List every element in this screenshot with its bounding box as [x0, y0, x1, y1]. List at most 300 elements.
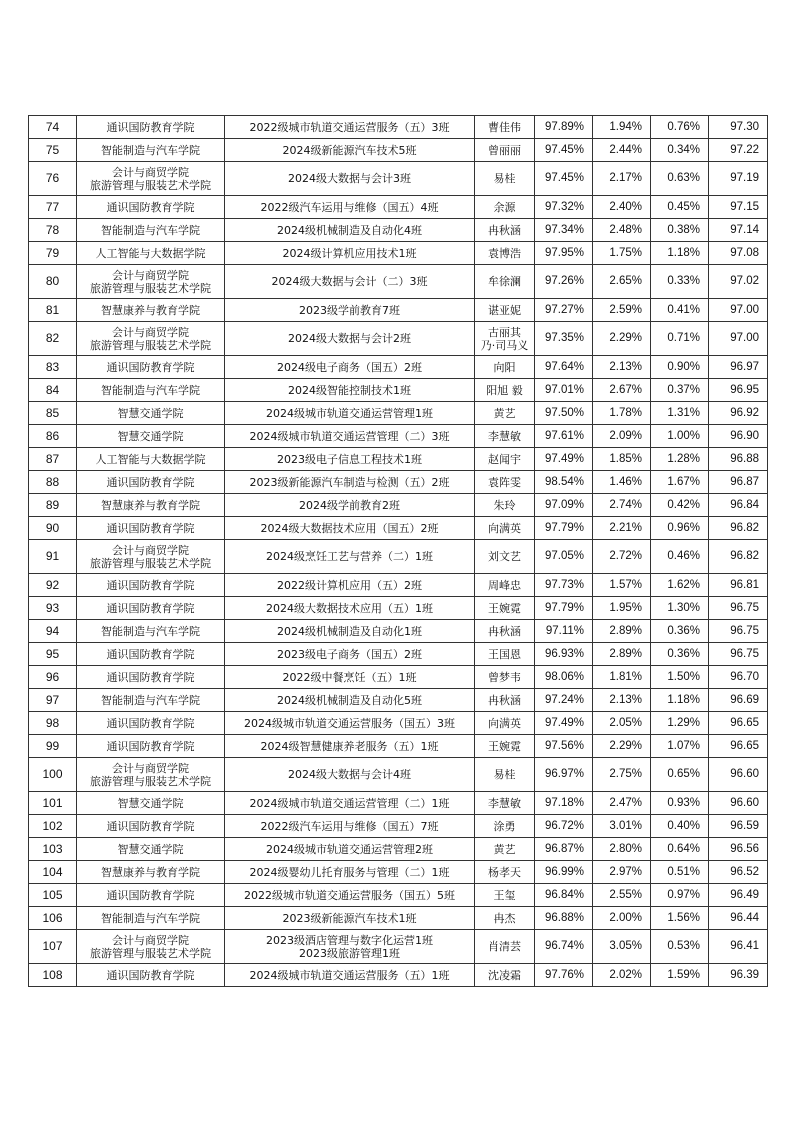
- rate-b-cell: 1.75%: [593, 242, 651, 265]
- college-cell: 会计与商贸学院 旅游管理与服装艺术学院: [77, 540, 225, 574]
- college-cell: 通识国防教育学院: [77, 712, 225, 735]
- rank-cell: 105: [29, 884, 77, 907]
- class-cell: 2023级电子商务（国五）2班: [225, 643, 475, 666]
- counselor-cell: 涂勇: [475, 815, 535, 838]
- class-cell: 2022级中餐烹饪（五）1班: [225, 666, 475, 689]
- college-cell: 智慧康养与教育学院: [77, 299, 225, 322]
- table-row: [29, 265, 768, 299]
- table-row: [29, 494, 768, 517]
- rank-cell: 92: [29, 574, 77, 597]
- rank-cell: 86: [29, 425, 77, 448]
- college-cell: 会计与商贸学院 旅游管理与服装艺术学院: [77, 162, 225, 196]
- rate-b-cell: 1.85%: [593, 448, 651, 471]
- class-cell: 2024级大数据技术应用（国五）2班: [225, 517, 475, 540]
- rank-cell: 90: [29, 517, 77, 540]
- table-row: [29, 379, 768, 402]
- table-row: [29, 471, 768, 494]
- rank-cell: 80: [29, 265, 77, 299]
- rate-c-cell: 0.41%: [651, 299, 709, 322]
- college-cell: 智能制造与汽车学院: [77, 379, 225, 402]
- rate-c-cell: 0.93%: [651, 792, 709, 815]
- score-cell: 96.75: [709, 620, 768, 643]
- table-row: [29, 792, 768, 815]
- rate-b-cell: 2.55%: [593, 884, 651, 907]
- rate-c-cell: 1.00%: [651, 425, 709, 448]
- score-cell: 96.92: [709, 402, 768, 425]
- rank-cell: 100: [29, 758, 77, 792]
- counselor-cell: 沈凌霜: [475, 964, 535, 987]
- counselor-cell: 余源: [475, 196, 535, 219]
- rate-c-cell: 1.50%: [651, 666, 709, 689]
- rate-c-cell: 0.64%: [651, 838, 709, 861]
- rank-cell: 79: [29, 242, 77, 265]
- table-row: [29, 517, 768, 540]
- college-cell: 通识国防教育学院: [77, 597, 225, 620]
- rate-c-cell: 1.67%: [651, 471, 709, 494]
- table-row: [29, 116, 768, 139]
- score-cell: 96.81: [709, 574, 768, 597]
- rate-a-cell: 97.05%: [535, 540, 593, 574]
- rate-a-cell: 97.09%: [535, 494, 593, 517]
- score-cell: 96.88: [709, 448, 768, 471]
- college-cell: 会计与商贸学院 旅游管理与服装艺术学院: [77, 930, 225, 964]
- class-cell: 2024级智能控制技术1班: [225, 379, 475, 402]
- rate-a-cell: 97.18%: [535, 792, 593, 815]
- score-cell: 96.82: [709, 540, 768, 574]
- rate-a-cell: 97.34%: [535, 219, 593, 242]
- score-cell: 96.44: [709, 907, 768, 930]
- college-cell: 通识国防教育学院: [77, 964, 225, 987]
- class-cell: 2022级计算机应用（五）2班: [225, 574, 475, 597]
- rate-c-cell: 0.37%: [651, 379, 709, 402]
- table-row: [29, 162, 768, 196]
- counselor-cell: 易桂: [475, 162, 535, 196]
- rate-c-cell: 1.28%: [651, 448, 709, 471]
- rank-cell: 107: [29, 930, 77, 964]
- table-row: [29, 838, 768, 861]
- class-cell: 2024级大数据与会计3班: [225, 162, 475, 196]
- rate-b-cell: 1.46%: [593, 471, 651, 494]
- counselor-cell: 杨孝天: [475, 861, 535, 884]
- rate-a-cell: 97.11%: [535, 620, 593, 643]
- class-cell: 2024级大数据与会计2班: [225, 322, 475, 356]
- college-cell: 会计与商贸学院 旅游管理与服装艺术学院: [77, 322, 225, 356]
- table-row: [29, 884, 768, 907]
- college-cell: 通识国防教育学院: [77, 471, 225, 494]
- counselor-cell: 向满英: [475, 712, 535, 735]
- table-row: [29, 219, 768, 242]
- rank-cell: 74: [29, 116, 77, 139]
- counselor-cell: 袁阵雯: [475, 471, 535, 494]
- rate-a-cell: 96.87%: [535, 838, 593, 861]
- class-cell: 2024级城市轨道交通运营服务（国五）3班: [225, 712, 475, 735]
- table-row: [29, 540, 768, 574]
- rate-a-cell: 97.76%: [535, 964, 593, 987]
- score-cell: 97.15: [709, 196, 768, 219]
- rate-a-cell: 97.50%: [535, 402, 593, 425]
- rate-c-cell: 0.45%: [651, 196, 709, 219]
- rate-a-cell: 96.99%: [535, 861, 593, 884]
- class-cell: 2024级智慧健康养老服务（五）1班: [225, 735, 475, 758]
- rate-b-cell: 2.80%: [593, 838, 651, 861]
- class-cell: 2024级大数据与会计（二）3班: [225, 265, 475, 299]
- table-row: [29, 861, 768, 884]
- rate-b-cell: 1.57%: [593, 574, 651, 597]
- score-cell: 96.56: [709, 838, 768, 861]
- rate-b-cell: 2.13%: [593, 356, 651, 379]
- rate-a-cell: 98.54%: [535, 471, 593, 494]
- rate-b-cell: 2.00%: [593, 907, 651, 930]
- rank-cell: 75: [29, 139, 77, 162]
- college-cell: 通识国防教育学院: [77, 884, 225, 907]
- rate-c-cell: 0.97%: [651, 884, 709, 907]
- counselor-cell: 肖清芸: [475, 930, 535, 964]
- rate-c-cell: 0.46%: [651, 540, 709, 574]
- counselor-cell: 易桂: [475, 758, 535, 792]
- college-cell: 通识国防教育学院: [77, 815, 225, 838]
- rate-b-cell: 2.75%: [593, 758, 651, 792]
- rate-c-cell: 1.18%: [651, 242, 709, 265]
- score-cell: 97.08: [709, 242, 768, 265]
- rate-c-cell: 0.42%: [651, 494, 709, 517]
- table-row: [29, 574, 768, 597]
- rate-b-cell: 2.97%: [593, 861, 651, 884]
- rank-cell: 76: [29, 162, 77, 196]
- counselor-cell: 冉杰: [475, 907, 535, 930]
- table-row: [29, 139, 768, 162]
- rate-b-cell: 3.01%: [593, 815, 651, 838]
- rate-c-cell: 0.53%: [651, 930, 709, 964]
- rate-b-cell: 1.94%: [593, 116, 651, 139]
- table-row: [29, 402, 768, 425]
- college-cell: 通识国防教育学院: [77, 116, 225, 139]
- rate-a-cell: 97.49%: [535, 712, 593, 735]
- class-cell: 2024级机械制造及自动化1班: [225, 620, 475, 643]
- class-cell: 2022级汽车运用与维修（国五）7班: [225, 815, 475, 838]
- college-cell: 通识国防教育学院: [77, 196, 225, 219]
- rate-b-cell: 2.67%: [593, 379, 651, 402]
- rate-b-cell: 2.13%: [593, 689, 651, 712]
- rate-b-cell: 2.65%: [593, 265, 651, 299]
- counselor-cell: 黄艺: [475, 402, 535, 425]
- rate-c-cell: 0.65%: [651, 758, 709, 792]
- rate-a-cell: 97.64%: [535, 356, 593, 379]
- score-cell: 96.65: [709, 712, 768, 735]
- class-cell: 2024级大数据技术应用（五）1班: [225, 597, 475, 620]
- rate-a-cell: 97.73%: [535, 574, 593, 597]
- rate-b-cell: 2.09%: [593, 425, 651, 448]
- college-cell: 人工智能与大数据学院: [77, 242, 225, 265]
- score-cell: 96.49: [709, 884, 768, 907]
- class-cell: 2024级城市轨道交通运营管理1班: [225, 402, 475, 425]
- score-cell: 96.90: [709, 425, 768, 448]
- counselor-cell: 曾丽丽: [475, 139, 535, 162]
- class-cell: 2024级城市轨道交通运营服务（五）1班: [225, 964, 475, 987]
- rate-c-cell: 0.33%: [651, 265, 709, 299]
- rate-c-cell: 1.29%: [651, 712, 709, 735]
- rank-cell: 103: [29, 838, 77, 861]
- rate-b-cell: 1.81%: [593, 666, 651, 689]
- rank-cell: 84: [29, 379, 77, 402]
- rate-a-cell: 97.56%: [535, 735, 593, 758]
- table-row: [29, 597, 768, 620]
- rate-a-cell: 96.74%: [535, 930, 593, 964]
- class-cell: 2023级新能源汽车技术1班: [225, 907, 475, 930]
- college-cell: 智慧交通学院: [77, 402, 225, 425]
- rank-cell: 95: [29, 643, 77, 666]
- score-cell: 97.22: [709, 139, 768, 162]
- counselor-cell: 阳旭 毅: [475, 379, 535, 402]
- table-row: [29, 299, 768, 322]
- table-row: [29, 735, 768, 758]
- rank-cell: 97: [29, 689, 77, 712]
- college-cell: 通识国防教育学院: [77, 356, 225, 379]
- table-row: [29, 930, 768, 964]
- college-cell: 通识国防教育学院: [77, 735, 225, 758]
- class-cell: 2024级城市轨道交通运营管理（二）1班: [225, 792, 475, 815]
- rate-b-cell: 2.17%: [593, 162, 651, 196]
- rank-cell: 89: [29, 494, 77, 517]
- rate-c-cell: 0.36%: [651, 643, 709, 666]
- rate-b-cell: 2.05%: [593, 712, 651, 735]
- rate-b-cell: 2.59%: [593, 299, 651, 322]
- college-cell: 通识国防教育学院: [77, 517, 225, 540]
- rate-c-cell: 0.36%: [651, 620, 709, 643]
- college-cell: 智能制造与汽车学院: [77, 620, 225, 643]
- class-cell: 2024级计算机应用技术1班: [225, 242, 475, 265]
- class-cell: 2024级烹饪工艺与营养（二）1班: [225, 540, 475, 574]
- score-cell: 97.19: [709, 162, 768, 196]
- table-row: [29, 964, 768, 987]
- table-row: [29, 425, 768, 448]
- rate-a-cell: 97.32%: [535, 196, 593, 219]
- score-cell: 96.41: [709, 930, 768, 964]
- rate-c-cell: 0.40%: [651, 815, 709, 838]
- rate-a-cell: 96.84%: [535, 884, 593, 907]
- rate-b-cell: 2.40%: [593, 196, 651, 219]
- rank-cell: 98: [29, 712, 77, 735]
- rate-a-cell: 96.97%: [535, 758, 593, 792]
- score-cell: 96.65: [709, 735, 768, 758]
- counselor-cell: 袁博浩: [475, 242, 535, 265]
- score-cell: 96.39: [709, 964, 768, 987]
- rate-c-cell: 0.71%: [651, 322, 709, 356]
- rate-a-cell: 97.79%: [535, 597, 593, 620]
- class-cell: 2024级婴幼儿托育服务与管理（二）1班: [225, 861, 475, 884]
- counselor-cell: 牟徐澜: [475, 265, 535, 299]
- rate-b-cell: 2.29%: [593, 735, 651, 758]
- rate-b-cell: 2.29%: [593, 322, 651, 356]
- table-row: [29, 758, 768, 792]
- counselor-cell: 王玺: [475, 884, 535, 907]
- counselor-cell: 向阳: [475, 356, 535, 379]
- ranking-table-body: [29, 116, 768, 987]
- college-cell: 智能制造与汽车学院: [77, 689, 225, 712]
- college-cell: 会计与商贸学院 旅游管理与服装艺术学院: [77, 265, 225, 299]
- rate-a-cell: 97.45%: [535, 139, 593, 162]
- score-cell: 96.82: [709, 517, 768, 540]
- rate-b-cell: 1.95%: [593, 597, 651, 620]
- table-row: [29, 689, 768, 712]
- score-cell: 96.87: [709, 471, 768, 494]
- rate-c-cell: 1.62%: [651, 574, 709, 597]
- rank-cell: 83: [29, 356, 77, 379]
- counselor-cell: 李慧敏: [475, 792, 535, 815]
- counselor-cell: 王国恩: [475, 643, 535, 666]
- score-cell: 97.14: [709, 219, 768, 242]
- college-cell: 智慧交通学院: [77, 425, 225, 448]
- rank-cell: 88: [29, 471, 77, 494]
- rate-a-cell: 96.88%: [535, 907, 593, 930]
- score-cell: 96.84: [709, 494, 768, 517]
- rank-cell: 93: [29, 597, 77, 620]
- college-cell: 通识国防教育学院: [77, 666, 225, 689]
- class-cell: 2023级酒店管理与数字化运营1班 2023级旅游管理1班: [225, 930, 475, 964]
- rate-b-cell: 2.48%: [593, 219, 651, 242]
- table-row: [29, 448, 768, 471]
- rate-c-cell: 0.96%: [651, 517, 709, 540]
- rate-b-cell: 2.02%: [593, 964, 651, 987]
- score-cell: 96.60: [709, 758, 768, 792]
- rank-cell: 104: [29, 861, 77, 884]
- rank-cell: 87: [29, 448, 77, 471]
- score-cell: 96.70: [709, 666, 768, 689]
- class-cell: 2024级城市轨道交通运营管理2班: [225, 838, 475, 861]
- rate-c-cell: 0.63%: [651, 162, 709, 196]
- table-row: [29, 322, 768, 356]
- rate-a-cell: 97.61%: [535, 425, 593, 448]
- rank-cell: 96: [29, 666, 77, 689]
- score-cell: 96.60: [709, 792, 768, 815]
- score-cell: 96.97: [709, 356, 768, 379]
- college-cell: 智慧康养与教育学院: [77, 494, 225, 517]
- college-cell: 通识国防教育学院: [77, 643, 225, 666]
- rank-cell: 101: [29, 792, 77, 815]
- rate-c-cell: 0.76%: [651, 116, 709, 139]
- ranking-table: [28, 115, 768, 987]
- rate-c-cell: 1.07%: [651, 735, 709, 758]
- table-row: [29, 242, 768, 265]
- score-cell: 97.00: [709, 322, 768, 356]
- score-cell: 96.75: [709, 597, 768, 620]
- score-cell: 96.69: [709, 689, 768, 712]
- rate-c-cell: 1.59%: [651, 964, 709, 987]
- rate-b-cell: 2.21%: [593, 517, 651, 540]
- score-cell: 97.02: [709, 265, 768, 299]
- rate-b-cell: 2.89%: [593, 643, 651, 666]
- counselor-cell: 谌亚妮: [475, 299, 535, 322]
- college-cell: 智能制造与汽车学院: [77, 907, 225, 930]
- rate-a-cell: 97.89%: [535, 116, 593, 139]
- class-cell: 2022级城市轨道交通运营服务（五）3班: [225, 116, 475, 139]
- table-row: [29, 907, 768, 930]
- rate-b-cell: 2.47%: [593, 792, 651, 815]
- score-cell: 96.95: [709, 379, 768, 402]
- rank-cell: 108: [29, 964, 77, 987]
- rate-a-cell: 97.35%: [535, 322, 593, 356]
- rate-c-cell: 1.31%: [651, 402, 709, 425]
- score-cell: 96.59: [709, 815, 768, 838]
- rate-b-cell: 2.44%: [593, 139, 651, 162]
- counselor-cell: 王婉霓: [475, 597, 535, 620]
- table-row: [29, 643, 768, 666]
- college-cell: 人工智能与大数据学院: [77, 448, 225, 471]
- score-cell: 97.00: [709, 299, 768, 322]
- rank-cell: 77: [29, 196, 77, 219]
- class-cell: 2023级新能源汽车制造与检测（五）2班: [225, 471, 475, 494]
- rate-a-cell: 97.24%: [535, 689, 593, 712]
- rate-a-cell: 97.49%: [535, 448, 593, 471]
- counselor-cell: 曾梦韦: [475, 666, 535, 689]
- rank-cell: 85: [29, 402, 77, 425]
- score-cell: 96.52: [709, 861, 768, 884]
- counselor-cell: 冉秋涵: [475, 219, 535, 242]
- rate-b-cell: 2.72%: [593, 540, 651, 574]
- counselor-cell: 周峰忠: [475, 574, 535, 597]
- rate-c-cell: 0.90%: [651, 356, 709, 379]
- table-row: [29, 666, 768, 689]
- class-cell: 2023级电子信息工程技术1班: [225, 448, 475, 471]
- rate-b-cell: 2.89%: [593, 620, 651, 643]
- rank-cell: 81: [29, 299, 77, 322]
- rate-a-cell: 98.06%: [535, 666, 593, 689]
- table-row: [29, 815, 768, 838]
- table-row: [29, 196, 768, 219]
- college-cell: 智慧交通学院: [77, 792, 225, 815]
- counselor-cell: 赵闻宇: [475, 448, 535, 471]
- college-cell: 智能制造与汽车学院: [77, 139, 225, 162]
- class-cell: 2024级大数据与会计4班: [225, 758, 475, 792]
- counselor-cell: 李慧敏: [475, 425, 535, 448]
- rank-cell: 94: [29, 620, 77, 643]
- rank-cell: 99: [29, 735, 77, 758]
- class-cell: 2024级城市轨道交通运营管理（二）3班: [225, 425, 475, 448]
- rate-c-cell: 1.56%: [651, 907, 709, 930]
- rate-c-cell: 0.38%: [651, 219, 709, 242]
- table-row: [29, 356, 768, 379]
- score-cell: 96.75: [709, 643, 768, 666]
- rate-b-cell: 2.74%: [593, 494, 651, 517]
- class-cell: 2024级机械制造及自动化4班: [225, 219, 475, 242]
- rate-b-cell: 1.78%: [593, 402, 651, 425]
- counselor-cell: 冉秋涵: [475, 689, 535, 712]
- rate-a-cell: 96.72%: [535, 815, 593, 838]
- class-cell: 2024级学前教育2班: [225, 494, 475, 517]
- rate-c-cell: 1.18%: [651, 689, 709, 712]
- college-cell: 智慧交通学院: [77, 838, 225, 861]
- score-cell: 97.30: [709, 116, 768, 139]
- rank-cell: 106: [29, 907, 77, 930]
- rate-a-cell: 97.45%: [535, 162, 593, 196]
- rate-a-cell: 97.27%: [535, 299, 593, 322]
- rate-a-cell: 97.01%: [535, 379, 593, 402]
- table-row: [29, 712, 768, 735]
- college-cell: 智能制造与汽车学院: [77, 219, 225, 242]
- rank-cell: 78: [29, 219, 77, 242]
- rank-cell: 82: [29, 322, 77, 356]
- class-cell: 2024级机械制造及自动化5班: [225, 689, 475, 712]
- rank-cell: 91: [29, 540, 77, 574]
- class-cell: 2024级电子商务（国五）2班: [225, 356, 475, 379]
- rate-a-cell: 96.93%: [535, 643, 593, 666]
- table-row: [29, 620, 768, 643]
- college-cell: 会计与商贸学院 旅游管理与服装艺术学院: [77, 758, 225, 792]
- rate-c-cell: 0.51%: [651, 861, 709, 884]
- rank-cell: 102: [29, 815, 77, 838]
- counselor-cell: 王婉霓: [475, 735, 535, 758]
- rate-a-cell: 97.79%: [535, 517, 593, 540]
- counselor-cell: 曹佳伟: [475, 116, 535, 139]
